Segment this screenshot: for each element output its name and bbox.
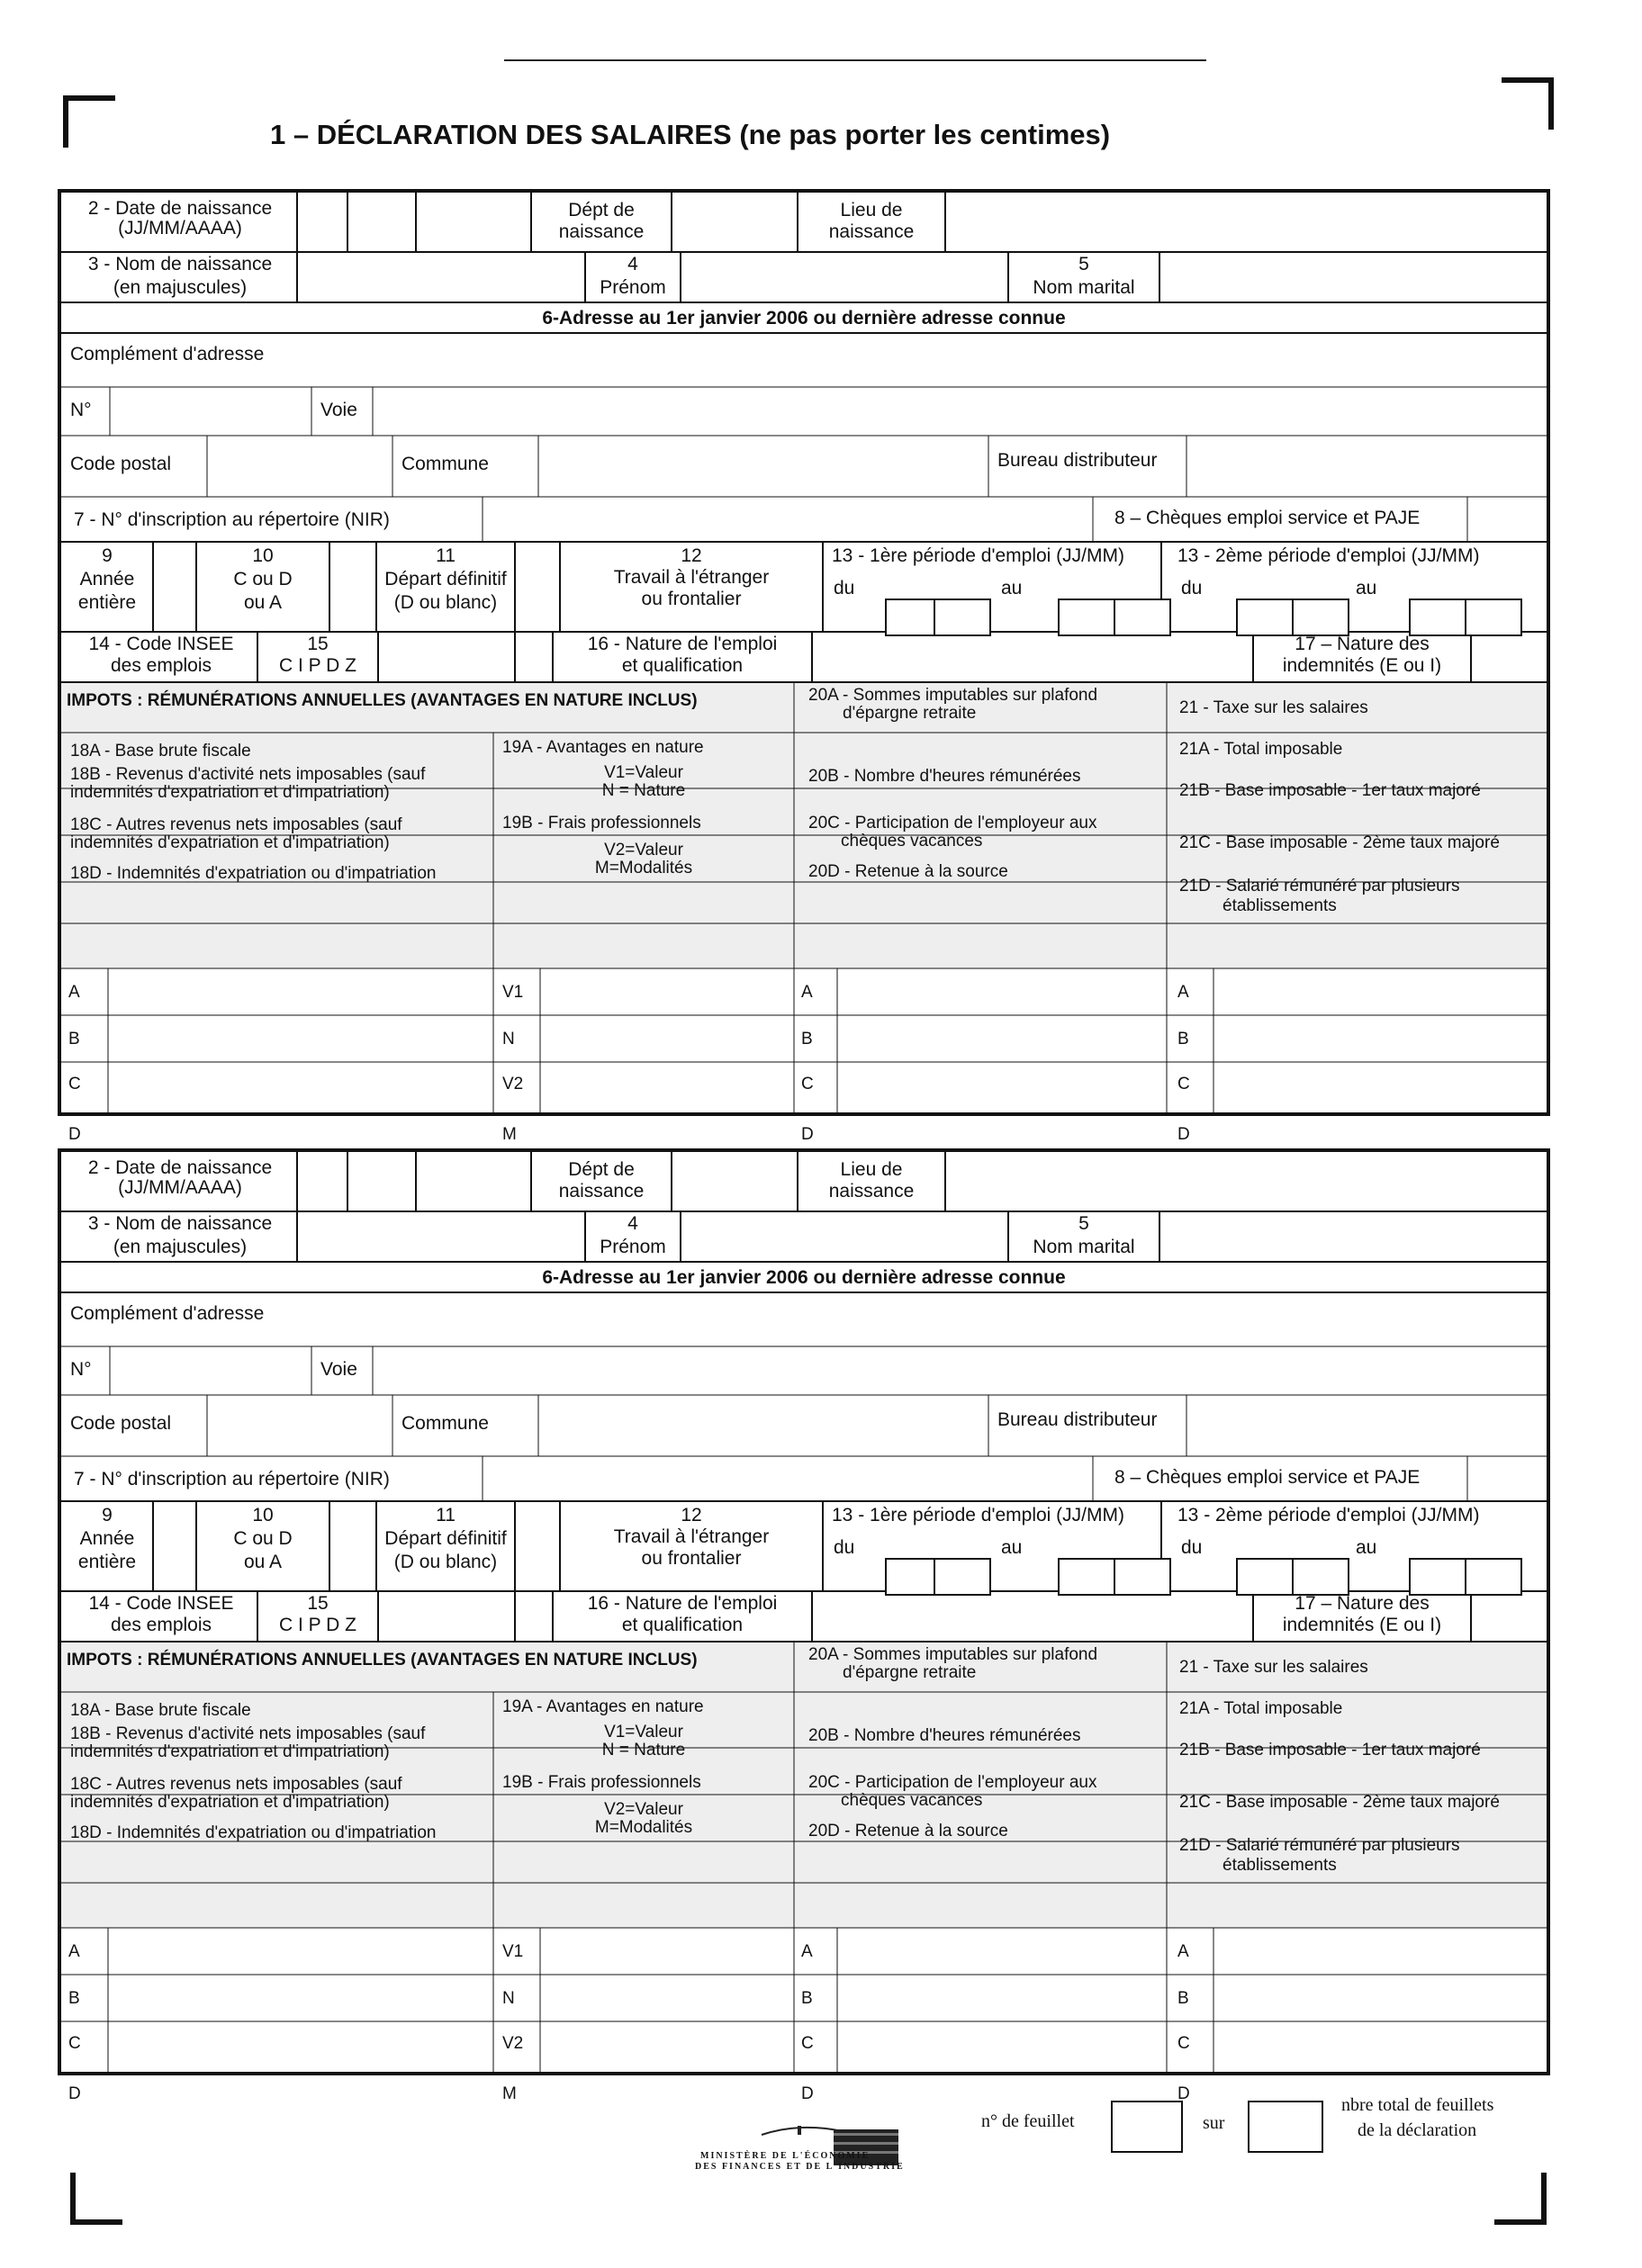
label-f19a-2: V1=Valeur (604, 1723, 683, 1742)
label-f16-2: et qualification (621, 655, 744, 676)
crop-mark-bottom-right (1494, 2173, 1547, 2225)
label-f10-2: C ou D (233, 1528, 293, 1549)
label-f11-3: (D ou blanc) (393, 1552, 498, 1572)
row-letter: N (502, 1989, 515, 2008)
label-bureau: Bureau distributeur (997, 450, 1158, 471)
row-letter: C (1177, 2034, 1190, 2053)
feuillet-number-box[interactable] (1111, 2101, 1183, 2153)
label-f11-1: 11 (436, 545, 456, 566)
label-bureau: Bureau distributeur (997, 1409, 1158, 1430)
label-impots: IMPOTS : RÉMUNÉRATIONS ANNUELLES (AVANTAGES EN NATURE INCLUS) (67, 1651, 698, 1670)
label-numero: N° (70, 1359, 92, 1380)
label-f11-2: Départ définitif (384, 569, 507, 590)
label-f20a-2: d'épargne retraite (843, 704, 977, 723)
label-f20c-1: 20C - Participation de l'employeur aux (808, 1773, 1097, 1792)
label-f21d-2: établissements (1222, 896, 1337, 915)
label-p2: 13 - 2ème période d'emploi (JJ/MM) (1177, 545, 1480, 566)
label-commune: Commune (401, 454, 489, 474)
label-f15-1: 15 (307, 634, 329, 654)
row-letter: V1 (502, 1942, 524, 1961)
row-letter: D (1177, 1125, 1190, 1144)
row-letter: B (801, 1989, 813, 2008)
label-f21d-1: 21D - Salarié rémunéré par plusieurs (1179, 1836, 1460, 1855)
label-lieu-2: naissance (828, 1181, 915, 1202)
label-f21: 21 - Taxe sur les salaires (1179, 698, 1368, 717)
label-f21d-2: établissements (1222, 1856, 1337, 1875)
row-letter: B (68, 1989, 80, 2008)
label-f21d-1: 21D - Salarié rémunéré par plusieurs (1179, 877, 1460, 896)
row-letter: B (68, 1030, 80, 1048)
label-f12-2: Travail à l'étranger (613, 1526, 770, 1547)
label-prenom-1: 4 (627, 1213, 638, 1234)
total-feuillets-box[interactable] (1248, 2101, 1323, 2153)
row-letter: D (68, 2084, 81, 2103)
label-dept-2: naissance (558, 221, 645, 242)
row-letter: B (801, 1030, 813, 1048)
label-f19a-1: 19A - Avantages en nature (502, 738, 704, 757)
row-letter: C (801, 2034, 814, 2053)
label-nir: 7 - N° d'inscription au répertoire (NIR) (74, 1469, 390, 1490)
label-f9-3: entière (77, 592, 137, 613)
row-letter: C (801, 1075, 814, 1094)
label-f12-2: Travail à l'étranger (613, 567, 770, 588)
label-cheques: 8 – Chèques emploi service et PAJE (1114, 1467, 1421, 1488)
label-f20d: 20D - Retenue à la source (808, 1822, 1008, 1840)
row-letter: B (1177, 1030, 1189, 1048)
label-f15-1: 15 (307, 1593, 329, 1614)
label-f18b-1: 18B - Revenus d'activité nets imposables (sauf (70, 765, 426, 784)
label-code-postal: Code postal (70, 454, 172, 474)
label-f15-2: C I P D Z (279, 655, 356, 676)
label-f16-1: 16 - Nature de l'emploi (587, 634, 778, 654)
label-f18b-1: 18B - Revenus d'activité nets imposables (sauf (70, 1724, 426, 1743)
row-letter: A (801, 983, 813, 1002)
declaration-form-2 (58, 1148, 1550, 2103)
label-lieu-1: Lieu de (840, 1159, 903, 1180)
row-letter: M (502, 2084, 517, 2103)
label-lieu-2: naissance (828, 221, 915, 242)
label-dept-1: Dépt de (568, 200, 635, 220)
row-letter: D (68, 1125, 81, 1144)
label-f20a-1: 20A - Sommes imputables sur plafond (808, 686, 1098, 705)
label-dob-1: 2 - Date de naissance (87, 1157, 273, 1178)
label-f10-3: ou A (243, 592, 283, 613)
row-letter: N (502, 1030, 515, 1048)
label-address-header: 6-Adresse au 1er janvier 2006 ou dernière adresse connue (542, 1267, 1066, 1288)
label-f18a: 18A - Base brute fiscale (70, 742, 251, 760)
label-address-header: 6-Adresse au 1er janvier 2006 ou dernière adresse connue (542, 308, 1066, 328)
label-f10-2: C ou D (233, 569, 293, 590)
label-nom-2: (en majuscules) (113, 277, 248, 298)
label-f19a-1: 19A - Avantages en nature (502, 1697, 704, 1716)
label-f19a-2: V1=Valeur (604, 763, 683, 782)
row-letter: A (1177, 983, 1189, 1002)
label-f21: 21 - Taxe sur les salaires (1179, 1658, 1368, 1677)
row-letter: C (68, 2034, 81, 2053)
label-f18b-2: indemnités d'expatriation et d'impatriation) (70, 783, 390, 802)
label-f18c-1: 18C - Autres revenus nets imposables (sauf (70, 1775, 402, 1794)
label-f12-1: 12 (681, 545, 702, 566)
label-prenom-2: Prénom (600, 1237, 666, 1257)
label-du: du (1181, 1537, 1203, 1558)
label-f19b-1: 19B - Frais professionnels (502, 1773, 701, 1792)
row-letter: V2 (502, 1075, 524, 1094)
label-dept-2: naissance (558, 1181, 645, 1202)
logo-line-2: DES FINANCES ET DE L'INDUSTRIE (695, 2162, 905, 2172)
label-nir: 7 - N° d'inscription au répertoire (NIR) (74, 509, 390, 530)
label-f18a: 18A - Base brute fiscale (70, 1701, 251, 1720)
label-f21a: 21A - Total imposable (1179, 1699, 1343, 1718)
label-f14-1: 14 - Code INSEE (88, 634, 234, 654)
label-f19a-3: N = Nature (601, 781, 686, 800)
label-nom-1: 3 - Nom de naissance (87, 1213, 273, 1234)
label-f18d: 18D - Indemnités d'expatriation ou d'impatriation (70, 1823, 437, 1842)
row-letter: C (68, 1075, 81, 1094)
label-f19b-3: M=Modalités (594, 1818, 693, 1837)
crop-mark-top-left (63, 95, 115, 148)
label-f12-3: ou frontalier (641, 589, 742, 609)
row-letter: V1 (502, 983, 524, 1002)
label-code-postal: Code postal (70, 1413, 172, 1434)
label-f12-1: 12 (681, 1505, 702, 1526)
label-f10-1: 10 (252, 1505, 274, 1526)
label-f11-1: 11 (436, 1505, 456, 1526)
label-du: du (1181, 578, 1203, 598)
label-f21b: 21B - Base imposable - 1er taux majoré (1179, 1741, 1481, 1760)
crop-mark-bottom-left (70, 2173, 122, 2225)
label-dob-2: (JJ/MM/AAAA) (118, 218, 242, 238)
label-impots: IMPOTS : RÉMUNÉRATIONS ANNUELLES (AVANTAGES EN NATURE INCLUS) (67, 691, 698, 710)
label-f9-2: Année (79, 1528, 135, 1549)
label-f19b-3: M=Modalités (594, 859, 693, 878)
label-marital-1: 5 (1078, 1213, 1089, 1234)
label-dob-1: 2 - Date de naissance (87, 198, 273, 219)
declaration-form-1 (58, 189, 1550, 1144)
label-lieu-1: Lieu de (840, 200, 903, 220)
label-au: au (1001, 578, 1023, 598)
label-f10-1: 10 (252, 545, 274, 566)
label-f19b-2: V2=Valeur (604, 841, 683, 860)
label-f17-1: 17 – Nature des (1295, 1593, 1430, 1614)
label-voie: Voie (320, 400, 357, 420)
label-f15-2: C I P D Z (279, 1615, 356, 1635)
label-f19b-2: V2=Valeur (604, 1800, 683, 1819)
ministry-logo (695, 2120, 918, 2173)
label-f9-1: 9 (102, 1505, 113, 1526)
row-letter: A (68, 1942, 80, 1961)
label-f17-2: indemnités (E ou I) (1282, 655, 1442, 676)
label-f20a-1: 20A - Sommes imputables sur plafond (808, 1645, 1098, 1664)
row-letter: A (1177, 1942, 1189, 1961)
label-numero: N° (70, 400, 92, 420)
label-f20d: 20D - Retenue à la source (808, 862, 1008, 881)
label-f16-1: 16 - Nature de l'emploi (587, 1593, 778, 1614)
label-f21a: 21A - Total imposable (1179, 740, 1343, 759)
label-f18c-1: 18C - Autres revenus nets imposables (sauf (70, 815, 402, 834)
label-p1: 13 - 1ère période d'emploi (JJ/MM) (832, 545, 1124, 566)
row-letter: C (1177, 1075, 1190, 1094)
label-f21b: 21B - Base imposable - 1er taux majoré (1179, 781, 1481, 800)
row-letter: A (801, 1942, 813, 1961)
label-prenom-2: Prénom (600, 277, 666, 298)
label-complement: Complément d'adresse (70, 344, 265, 364)
label-f9-1: 9 (102, 545, 113, 566)
label-au: au (1356, 1537, 1377, 1558)
label-f9-3: entière (77, 1552, 137, 1572)
crop-mark-top-right (1502, 77, 1554, 130)
row-letter: B (1177, 1989, 1189, 2008)
logo-line-1: MINISTÈRE DE L'ÉCONOMIE (700, 2151, 871, 2161)
row-letter: A (68, 983, 80, 1002)
label-f20c-2: chèques vacances (841, 832, 983, 850)
label-voie: Voie (320, 1359, 357, 1380)
label-f20c-1: 20C - Participation de l'employeur aux (808, 814, 1097, 832)
label-f20c-2: chèques vacances (841, 1791, 983, 1810)
row-letter: D (1177, 2084, 1190, 2103)
label-au: au (1001, 1537, 1023, 1558)
label-du: du (834, 1537, 855, 1558)
label-p2: 13 - 2ème période d'emploi (JJ/MM) (1177, 1505, 1480, 1526)
label-f16-2: et qualification (621, 1615, 744, 1635)
row-letter: V2 (502, 2034, 524, 2053)
page-title: 1 – DÉCLARATION DES SALAIRES (ne pas porter les centimes) (270, 119, 1111, 150)
label-commune: Commune (401, 1413, 489, 1434)
label-f11-2: Départ définitif (384, 1528, 507, 1549)
label-f18d: 18D - Indemnités d'expatriation ou d'impatriation (70, 864, 437, 883)
label-au: au (1356, 578, 1377, 598)
feuillet-label: n° de feuillet (981, 2111, 1075, 2131)
label-f14-1: 14 - Code INSEE (88, 1593, 234, 1614)
label-f18b-2: indemnités d'expatriation et d'impatriation) (70, 1742, 390, 1761)
label-f21c: 21C - Base imposable - 2ème taux majoré (1179, 1793, 1500, 1812)
label-f19a-3: N = Nature (601, 1741, 686, 1760)
label-dept-1: Dépt de (568, 1159, 635, 1180)
label-prenom-1: 4 (627, 254, 638, 274)
label-dob-2: (JJ/MM/AAAA) (118, 1177, 242, 1198)
total-feuillets-label-2: de la déclaration (1358, 2120, 1477, 2140)
label-cheques: 8 – Chèques emploi service et PAJE (1114, 508, 1421, 528)
row-letter: D (801, 2084, 814, 2103)
label-f17-2: indemnités (E ou I) (1282, 1615, 1442, 1635)
top-rule (504, 59, 1206, 61)
label-p1: 13 - 1ère période d'emploi (JJ/MM) (832, 1505, 1124, 1526)
label-f20b: 20B - Nombre d'heures rémunérées (808, 767, 1081, 786)
label-nom-2: (en majuscules) (113, 1237, 248, 1257)
label-f10-3: ou A (243, 1552, 283, 1572)
label-f17-1: 17 – Nature des (1295, 634, 1430, 654)
label-f11-3: (D ou blanc) (393, 592, 498, 613)
label-marital-2: Nom marital (1033, 1237, 1135, 1257)
label-f12-3: ou frontalier (641, 1548, 742, 1569)
label-f9-2: Année (79, 569, 135, 590)
total-feuillets-label-1: nbre total de feuillets (1341, 2095, 1494, 2115)
label-f18c-2: indemnités d'expatriation et d'impatriation) (70, 1793, 390, 1812)
label-f18c-2: indemnités d'expatriation et d'impatriation) (70, 833, 390, 852)
row-letter: M (502, 1125, 517, 1144)
label-f14-2: des emplois (110, 655, 212, 676)
label-marital-1: 5 (1078, 254, 1089, 274)
label-f20b: 20B - Nombre d'heures rémunérées (808, 1726, 1081, 1745)
label-f19b-1: 19B - Frais professionnels (502, 814, 701, 832)
label-f14-2: des emplois (110, 1615, 212, 1635)
row-letter: D (801, 1125, 814, 1144)
label-f20a-2: d'épargne retraite (843, 1663, 977, 1682)
label-marital-2: Nom marital (1033, 277, 1135, 298)
label-complement: Complément d'adresse (70, 1303, 265, 1324)
label-nom-1: 3 - Nom de naissance (87, 254, 273, 274)
label-f21c: 21C - Base imposable - 2ème taux majoré (1179, 833, 1500, 852)
sur-label: sur (1203, 2113, 1225, 2133)
label-du: du (834, 578, 855, 598)
